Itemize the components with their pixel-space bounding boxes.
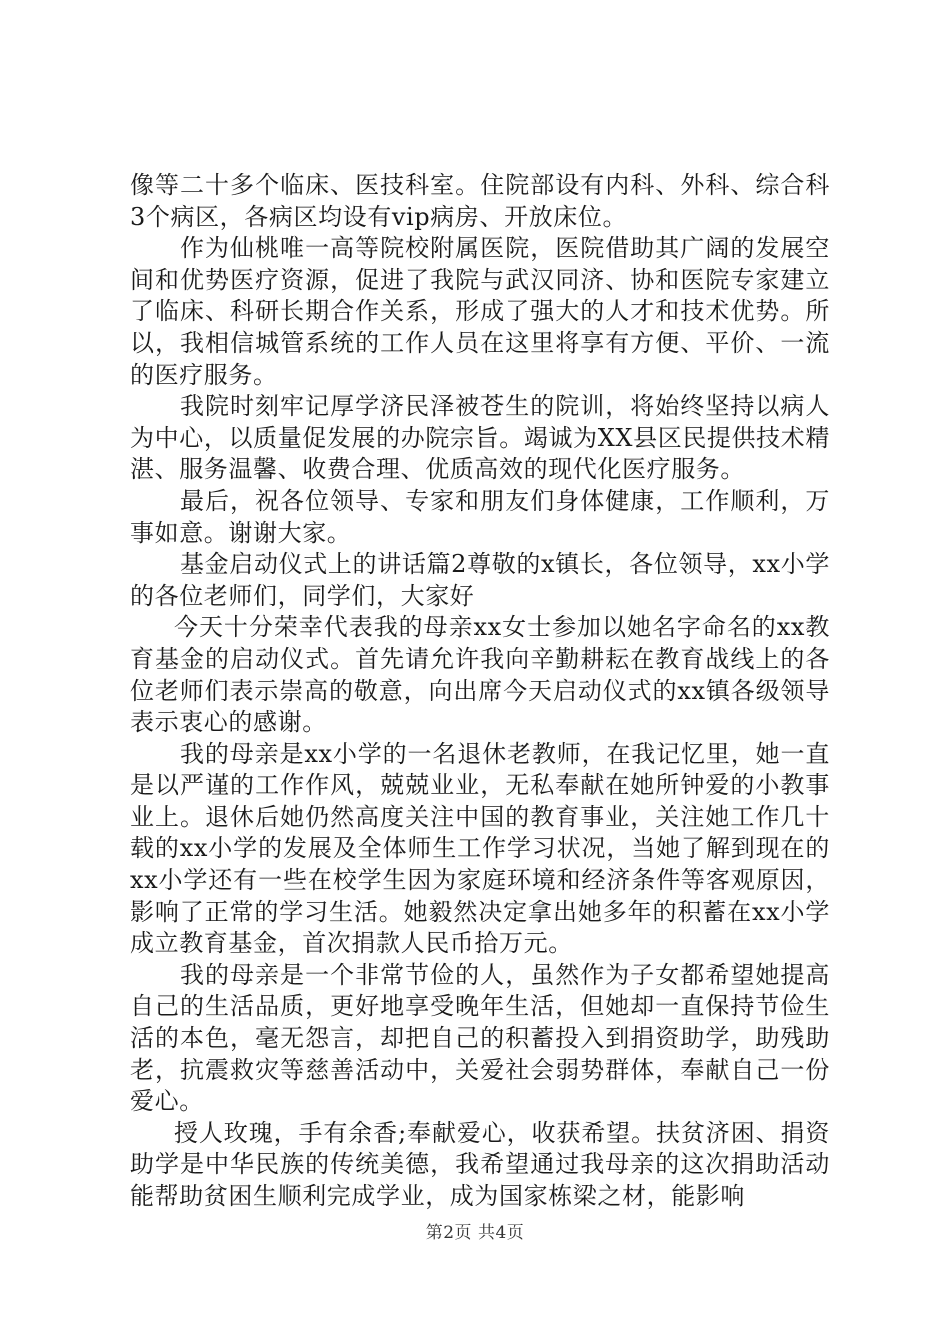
paragraph: 我的母亲是xx小学的一名退休老教师，在我记忆里，她一直是以严谨的工作作风，兢兢业业，无私奉献在她所钟爱的小教事业上。退休后她仍然高度关注中国的教育事业，关注她工作几十载的xx小学的发展及全体师生工作学习状况，当她了解到现在的xx小学还有一些在校学生因为家庭环境和经济条件等客观原因，影响了正常的学习生活。她毅然决定拿出她多年的积蓄在xx小学成立教育基金，首次捐款人民币拾万元。 (130, 739, 830, 958)
paragraph: 基金启动仪式上的讲话篇2尊敬的x镇长，各位领导，xx小学的各位老师们，同学们，大家好 (130, 550, 830, 610)
paragraph: 作为仙桃唯一高等院校附属医院，医院借助其广阔的发展空间和优势医疗资源，促进了我院与武汉同济、协和医院专家建立了临床、科研长期合作关系，形成了强大的人才和技术优势。所以，我相信城管系统的工作人员在这里将享有方便、平价、一流的医疗服务。 (130, 234, 830, 389)
paragraph: 像等二十多个临床、医技科室。住院部设有内科、外科、综合科3个病区，各病区均设有vip病房、开放床位。 (130, 171, 830, 231)
page-number: 第2页 共4页 (425, 1223, 525, 1243)
document-body (130, 170, 830, 1213)
paragraph: 最后，祝各位领导、专家和朋友们身体健康，工作顺利，万事如意。谢谢大家。 (130, 486, 830, 547)
page-footer (0, 1218, 950, 1243)
paragraph: 授人玫瑰，手有余香;奉献爱心，收获希望。扶贫济困、捐资助学是中华民族的传统美德，我希望通过我母亲的这次捐助活动能帮助贫困生顺利完成学业，成为国家栋梁之材，能影响 (130, 1118, 830, 1210)
paragraph: 我院时刻牢记厚学济民泽被苍生的院训，将始终坚持以病人为中心，以质量促发展的办院宗旨。竭诚为XX县区民提供技术精湛、服务温馨、收费合理、优质高效的现代化医疗服务。 (130, 392, 830, 484)
paragraph: 今天十分荣幸代表我的母亲xx女士参加以她名字命名的xx教育基金的启动仪式。首先请允许我向辛勤耕耘在教育战线上的各位老师们表示崇高的敬意，向出席今天启动仪式的xx镇各级领导表示衷心的感谢。 (130, 613, 830, 737)
paragraph: 我的母亲是一个非常节俭的人，虽然作为子女都希望她提高自己的生活品质，更好地享受晚年生活，但她却一直保持节俭生活的本色，毫无怨言，却把自己的积蓄投入到捐资助学，助残助老，抗震救灾等慈善活动中，关爱社会弱势群体，奉献自己一份爱心。 (130, 960, 830, 1116)
